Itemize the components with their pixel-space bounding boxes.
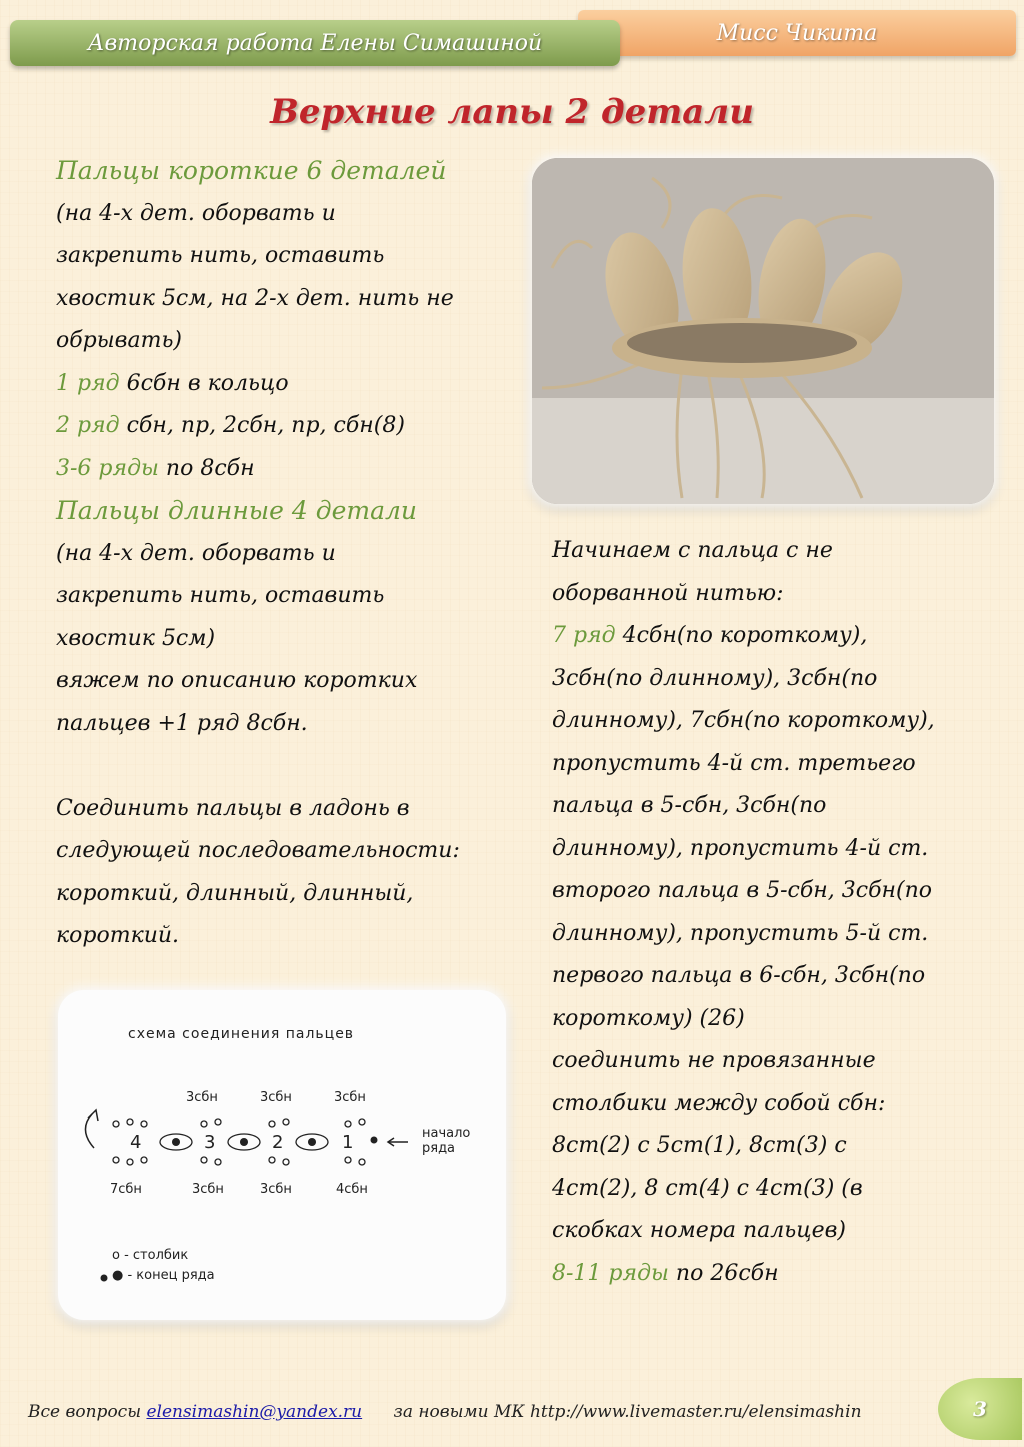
text-line: длинному), пропустить 4-й ст. bbox=[552, 835, 929, 861]
diagram-arrow-head bbox=[88, 1110, 98, 1121]
row-text: 4сбн(по короткому), bbox=[615, 623, 868, 648]
diagram-bottom-label: 3сбн bbox=[260, 1182, 292, 1197]
diagram-arrow-curve bbox=[85, 1114, 94, 1148]
diagram-bottom-label: 7сбн bbox=[110, 1182, 142, 1197]
email-link[interactable]: elensimashin@yandex.ru bbox=[146, 1402, 363, 1422]
page-number: 3 bbox=[973, 1397, 987, 1421]
row-text: 6сбн в кольцо bbox=[119, 370, 289, 396]
page-title: Верхние лапы 2 детали bbox=[270, 92, 754, 132]
text-line: 8ст(2) с 5ст(1), 8ст(3) с bbox=[552, 1133, 847, 1158]
row-label: 1 ряд bbox=[56, 370, 120, 396]
fingers-illustration bbox=[532, 158, 994, 504]
diagram-start-label-line: ряда bbox=[422, 1141, 456, 1156]
text-line: Начинаем с пальца с не bbox=[552, 538, 833, 563]
row-label: 3-6 ряды bbox=[56, 455, 159, 481]
text-line: длинному), 7сбн(по короткому), bbox=[552, 708, 935, 733]
diagram-legend: о - столбик bbox=[112, 1248, 189, 1263]
diagram-title: схема соединения пальцев bbox=[128, 1026, 355, 1042]
row-label: 2 ряд bbox=[56, 413, 120, 438]
row-3-6 bbox=[56, 448, 516, 491]
text-line: следующей последовательности: bbox=[56, 838, 460, 863]
row-2 bbox=[56, 405, 516, 448]
text-line: обрывать) bbox=[56, 328, 183, 353]
diagram-bottom-label: 4сбн bbox=[336, 1182, 368, 1197]
diagram-number: 4 bbox=[130, 1132, 142, 1153]
text-line: 4ст(2), 8 ст(4) с 4ст(3) (в bbox=[552, 1175, 863, 1201]
short-fingers-heading: Пальцы короткие 6 деталей bbox=[56, 156, 447, 185]
text-line: вяжем по описанию коротких bbox=[56, 668, 418, 693]
text-line: оборванной нитью: bbox=[552, 580, 784, 606]
text-line: столбики между собой сбн: bbox=[552, 1090, 886, 1116]
diagram-bottom-label: 3сбн bbox=[192, 1182, 224, 1197]
toy-name: Мисс Чикита bbox=[716, 20, 878, 46]
page-number-badge bbox=[938, 1378, 1022, 1440]
diagram-number: 2 bbox=[272, 1132, 284, 1153]
text-line: хвостик 5см, на 2-х дет. нить не bbox=[56, 285, 454, 311]
text-line: пропустить 4-й ст. третьего bbox=[552, 750, 916, 776]
diagram-number: 3 bbox=[204, 1132, 216, 1153]
row-text: по 26сбн bbox=[668, 1260, 779, 1286]
row-1 bbox=[56, 363, 516, 406]
text-line: (на 4-х дет. оборвать и bbox=[56, 200, 336, 226]
diagram-number: 1 bbox=[342, 1132, 354, 1153]
text-line: короткий. bbox=[56, 923, 180, 948]
footer-questions: Все вопросы bbox=[28, 1402, 147, 1422]
long-fingers-heading: Пальцы длинные 4 детали bbox=[56, 496, 418, 525]
row-text: сбн, пр, 2сбн, пр, сбн(8) bbox=[119, 413, 405, 438]
footer-mk: за новыми МК http://www.livemaster.ru/elensimashin bbox=[393, 1402, 862, 1422]
row-label: 8-11 ряды bbox=[552, 1260, 669, 1286]
rows-8-11 bbox=[552, 1253, 1002, 1296]
left-column bbox=[56, 150, 516, 958]
text-line: короткий, длинный, длинный, bbox=[56, 880, 414, 906]
fingers-photo bbox=[532, 158, 994, 504]
text-line: пальца в 5-сбн, 3сбн(по bbox=[552, 793, 827, 818]
text-line: закрепить нить, оставить bbox=[56, 243, 385, 268]
text-line: второго пальца в 5-сбн, 3сбн(по bbox=[552, 878, 933, 903]
spacer bbox=[56, 745, 516, 788]
diagram-top-label: 3сбн bbox=[334, 1090, 366, 1105]
diagram-top-label: 3сбн bbox=[260, 1090, 292, 1105]
text-line: скобках номера пальцев) bbox=[552, 1218, 847, 1243]
diagram-start-label-line: начало bbox=[422, 1126, 471, 1141]
footer bbox=[28, 1402, 928, 1422]
row-text: по 8сбн bbox=[158, 455, 255, 481]
joining-diagram bbox=[58, 990, 506, 1320]
diagram-legend: ● - конец ряда bbox=[112, 1268, 215, 1283]
text-line: первого пальца в 6-сбн, 3сбн(по bbox=[552, 963, 926, 988]
text-line: короткому) (26) bbox=[552, 1005, 745, 1031]
text-line: (на 4-х дет. оборвать и bbox=[56, 540, 336, 566]
text-line: 3сбн(по длинному), 3сбн(по bbox=[552, 665, 878, 691]
diagram-drawing bbox=[58, 990, 506, 1320]
row-label: 7 ряд bbox=[552, 623, 616, 648]
text-line: хвостик 5см) bbox=[56, 625, 216, 651]
author-banner-text: Авторская работа Елены Симашиной bbox=[87, 30, 543, 56]
diagram-top-label: 3сбн bbox=[186, 1090, 218, 1105]
text-line: закрепить нить, оставить bbox=[56, 583, 385, 608]
right-column bbox=[552, 530, 1002, 1295]
text-line: пальцев +1 ряд 8сбн. bbox=[56, 710, 308, 736]
text-line: Соединить пальцы в ладонь в bbox=[56, 795, 410, 821]
author-banner bbox=[10, 20, 620, 66]
text-line: длинному), пропустить 5-й ст. bbox=[552, 920, 929, 946]
toy-name-banner bbox=[578, 10, 1016, 56]
row-7 bbox=[552, 615, 1002, 658]
text-line: соединить не провязанные bbox=[552, 1048, 876, 1073]
